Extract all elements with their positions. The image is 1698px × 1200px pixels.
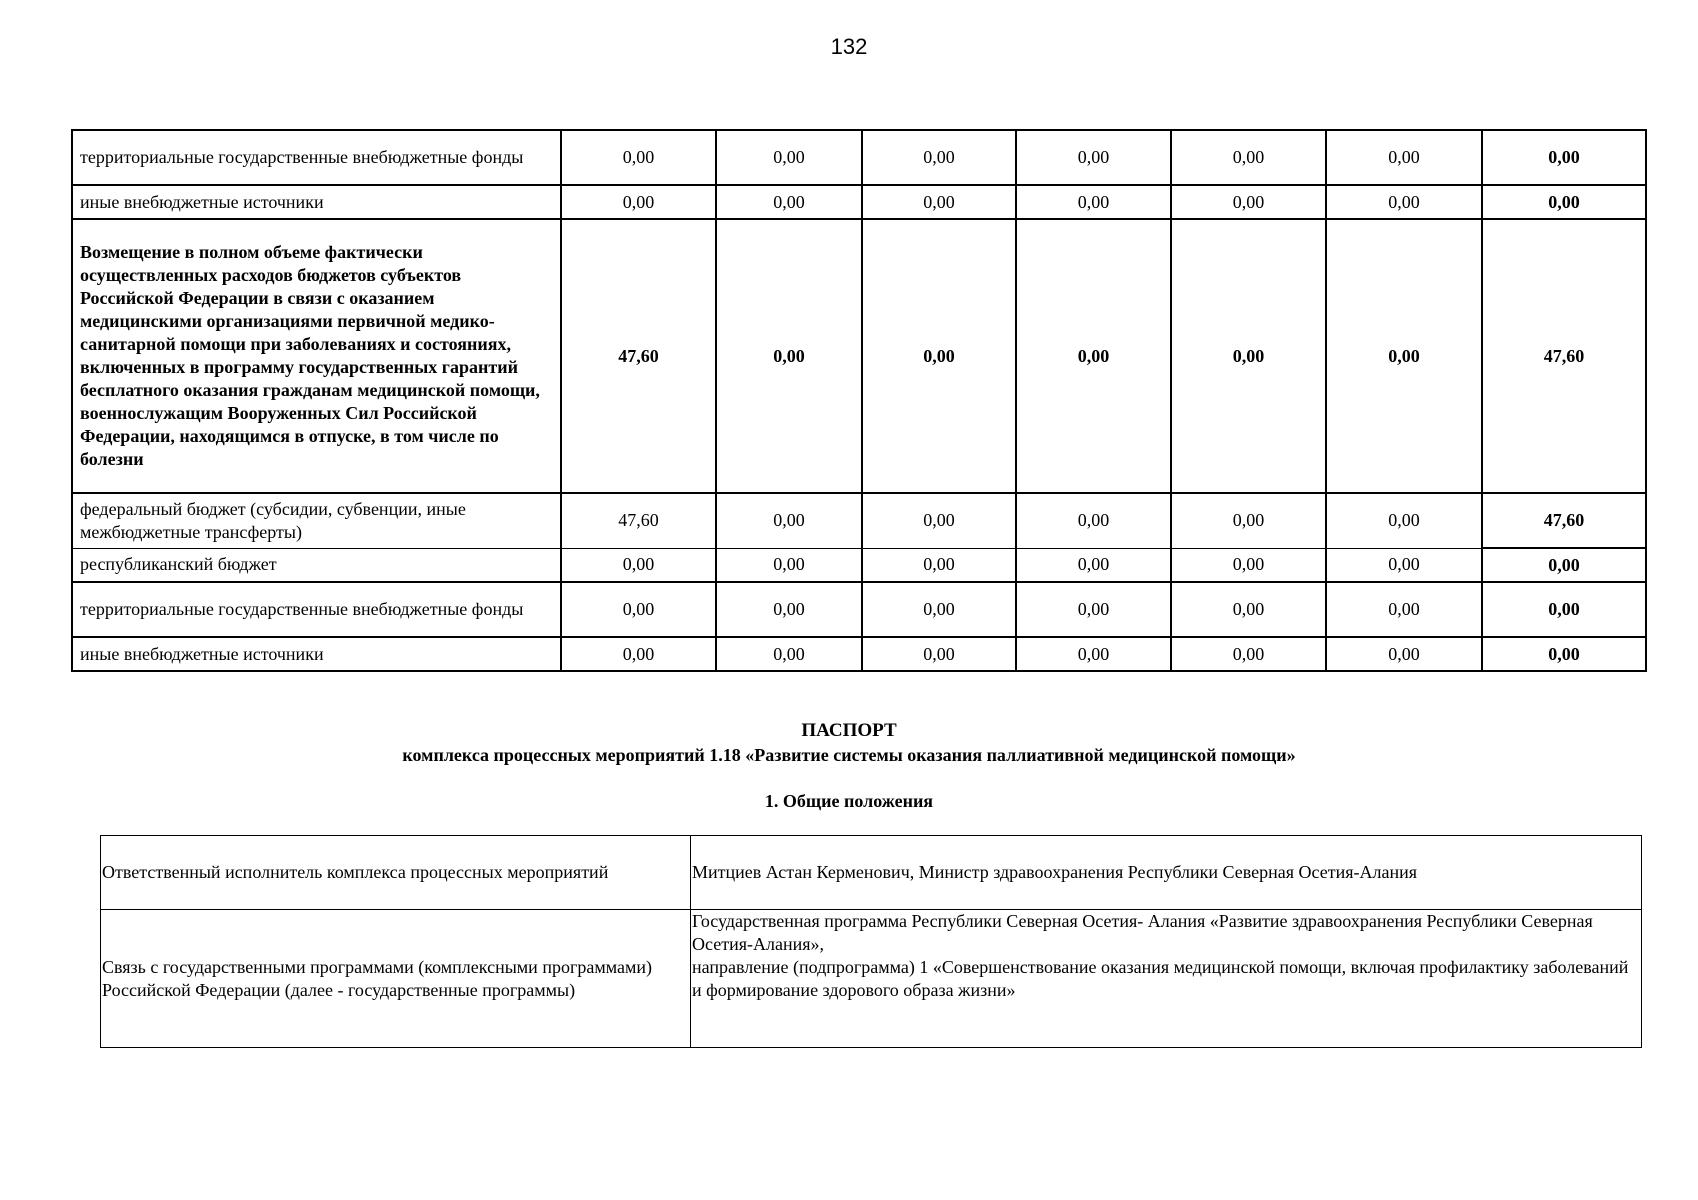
row-label: федеральный бюджет (субсидии, субвенции, иные межбюджетные трансферты) (72, 493, 561, 548)
cell-value: 0,00 (716, 637, 862, 671)
row-label: территориальные государственные внебюджетные фонды (72, 582, 561, 637)
page-number: 132 (830, 34, 868, 59)
cell-value: 0,00 (862, 219, 1016, 493)
cell-value: 0,00 (716, 548, 862, 582)
cell-value: 0,00 (862, 548, 1016, 582)
cell-value: 0,00 (1171, 548, 1326, 582)
cell-value: 0,00 (1016, 493, 1171, 548)
passport-value (691, 910, 1642, 1048)
table-row-highlighted (72, 219, 1646, 493)
passport-title: ПАСПОРТ (801, 720, 897, 741)
passport-key: Ответственный исполнитель комплекса процессных мероприятий (101, 836, 691, 910)
row-label: иные внебюджетные источники (72, 185, 561, 219)
cell-value: 0,00 (1171, 582, 1326, 637)
cell-value: 0,00 (1171, 130, 1326, 185)
row-label: республиканский бюджет (72, 548, 561, 582)
cell-total: 0,00 (1482, 130, 1646, 185)
cell-value: 0,00 (1326, 637, 1482, 671)
cell-value: 0,00 (862, 637, 1016, 671)
passport-table (100, 835, 1642, 1048)
cell-value: 0,00 (1016, 582, 1171, 637)
cell-value: 0,00 (561, 582, 716, 637)
passport-value (691, 836, 1642, 910)
passport-key: Связь с государственными программами (комплексными программами) Российской Федерации (далее - государственные программы) (101, 910, 691, 1048)
cell-value: 0,00 (862, 582, 1016, 637)
table-row (72, 493, 1646, 548)
table-row (72, 548, 1646, 582)
table-row (72, 637, 1646, 671)
passport-row (101, 836, 1642, 910)
cell-total: 0,00 (1482, 185, 1646, 219)
cell-value: 0,00 (1171, 185, 1326, 219)
cell-value: 0,00 (1016, 637, 1171, 671)
cell-value: 0,00 (1326, 130, 1482, 185)
row-label: Возмещение в полном объеме фактически осуществленных расходов бюджетов субъектов Российской Федерации в связи с оказанием медицинскими организациями первичной медико-санитарной помощи при заболеваниях и состояниях, включенных в программу государственных гарантий бесплатного оказания гражданам медицинской помощи, военнослужащим Вооруженных Сил Российской Федерации, находящимся в отпуске, в том числе по болезни (72, 219, 561, 493)
passport-row (101, 910, 1642, 1048)
cell-value: 47,60 (561, 493, 716, 548)
cell-total: 0,00 (1482, 548, 1646, 582)
cell-value: 0,00 (716, 185, 862, 219)
cell-value: 0,00 (1171, 219, 1326, 493)
cell-value: 0,00 (561, 548, 716, 582)
cell-value: 0,00 (1326, 493, 1482, 548)
passport-value-line: Государственная программа Республики Северная Осетия- Алания «Развитие здравоохранения Республики Северная Осетия-Алания», (692, 911, 1593, 954)
cell-value: 0,00 (1171, 493, 1326, 548)
cell-value: 0,00 (1326, 185, 1482, 219)
cell-value: 0,00 (716, 219, 862, 493)
table-row (72, 185, 1646, 219)
passport-value-line: направление (подпрограмма) 1 «Совершенствование оказания медицинской помощи, включая профилактику заболеваний и формирование здорового образа жизни» (692, 957, 1629, 1000)
cell-total: 0,00 (1482, 582, 1646, 637)
section-title: 1. Общие положения (764, 791, 934, 811)
cell-value: 0,00 (1326, 548, 1482, 582)
cell-value: 0,00 (716, 493, 862, 548)
cell-value: 0,00 (1016, 548, 1171, 582)
row-label: территориальные государственные внебюджетные фонды (72, 130, 561, 185)
cell-value: 0,00 (561, 637, 716, 671)
table-row (72, 130, 1646, 185)
finance-table (71, 129, 1647, 672)
passport-value-line: Митциев Астан Керменович, Министр здравоохранения Республики Северная Осетия-Алания (692, 862, 1418, 882)
cell-value: 0,00 (716, 582, 862, 637)
cell-total: 47,60 (1482, 493, 1646, 548)
passport-subtitle: комплекса процессных мероприятий 1.18 «Развитие системы оказания паллиативной медицинской помощи» (402, 745, 1296, 765)
cell-total: 47,60 (1482, 219, 1646, 493)
cell-value: 0,00 (862, 130, 1016, 185)
cell-value: 0,00 (1016, 219, 1171, 493)
row-label: иные внебюджетные источники (72, 637, 561, 671)
cell-value: 0,00 (716, 130, 862, 185)
cell-value: 0,00 (561, 130, 716, 185)
cell-value: 0,00 (1326, 582, 1482, 637)
cell-value: 47,60 (561, 219, 716, 493)
cell-value: 0,00 (1171, 637, 1326, 671)
cell-value: 0,00 (862, 493, 1016, 548)
cell-value: 0,00 (1016, 185, 1171, 219)
cell-value: 0,00 (862, 185, 1016, 219)
cell-value: 0,00 (561, 185, 716, 219)
cell-total: 0,00 (1482, 637, 1646, 671)
cell-value: 0,00 (1326, 219, 1482, 493)
table-row (72, 582, 1646, 637)
cell-value: 0,00 (1016, 130, 1171, 185)
